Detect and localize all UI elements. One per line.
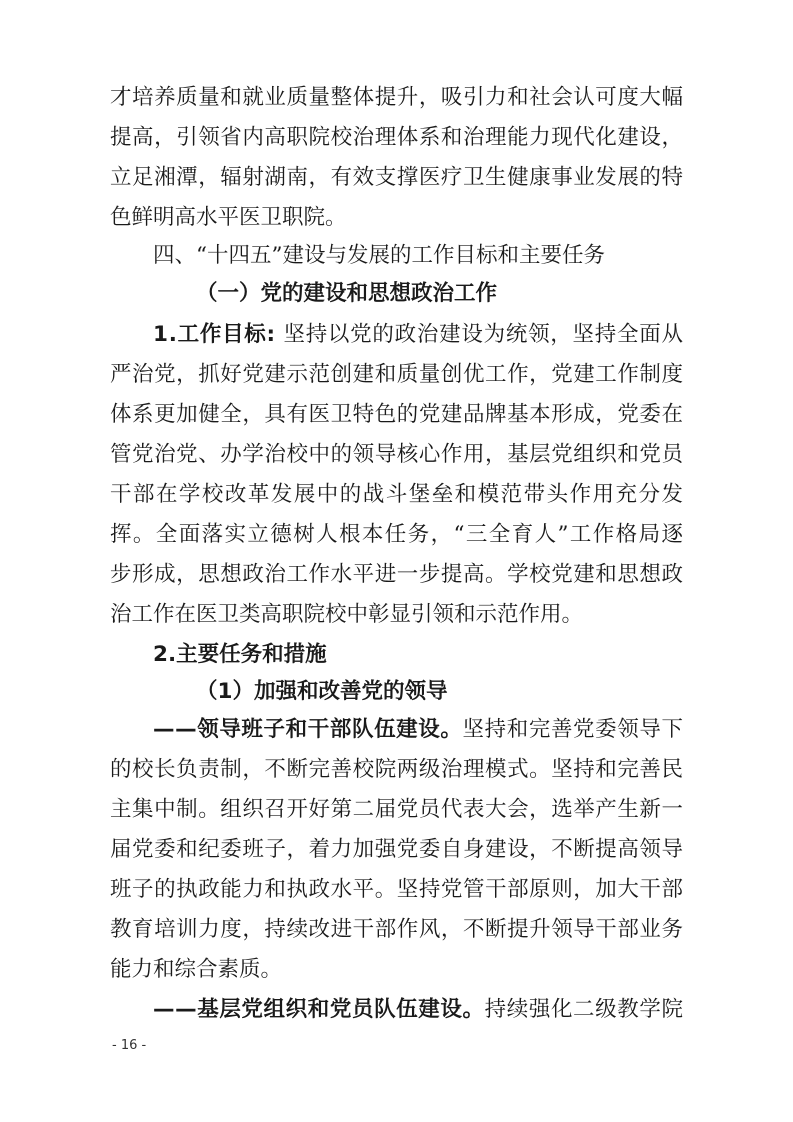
text-line-content [110, 475, 684, 515]
text-line [0, 236, 793, 276]
text-run: 班子的执政能力和执政水平。坚持党管干部原则，加大干部 [110, 877, 684, 902]
text-run: 干部在学校改革发展中的战斗堡垒和模范带头作用充分发 [110, 482, 685, 507]
text-run: 严治党，抓好党建示范创建和质量创优工作，党建工作制度 [110, 362, 684, 387]
bold-run: （1）加强和改善党的领导 [196, 679, 448, 704]
text-line-content [110, 555, 684, 595]
text-run: 才培养质量和就业质量整体提升，吸引力和社会认可度大幅 [110, 85, 684, 110]
text-line [0, 274, 793, 314]
text-line-content [153, 990, 684, 1030]
text-run: 体系更加健全，具有医卫特色的党建品牌基本形成，党委在 [110, 402, 684, 427]
text-line [0, 475, 793, 515]
text-line [0, 635, 793, 675]
text-line-content [196, 672, 447, 712]
text-line [0, 555, 793, 595]
text-line [0, 750, 793, 790]
text-line-content [110, 158, 684, 198]
text-line-content [153, 710, 684, 750]
text-run: 色鲜明高水平医卫职院。 [110, 205, 347, 230]
text-run: 届党委和纪委班子，着力加强党委自身建设，不断提高领导 [110, 837, 684, 862]
text-run: 教育培训力度，持续改进干部作风，不断提升领导干部业务 [110, 917, 684, 942]
text-line [0, 158, 793, 198]
text-line [0, 315, 793, 355]
text-line-content [110, 830, 684, 870]
text-line-content [110, 198, 347, 238]
text-line-content [110, 118, 684, 158]
text-line-content [110, 910, 684, 950]
text-line-content [110, 595, 583, 635]
text-line [0, 950, 793, 990]
text-line-content [110, 395, 684, 435]
text-line-content [196, 274, 497, 314]
text-line-content [110, 78, 684, 118]
text-line [0, 198, 793, 238]
text-line-content [110, 870, 684, 910]
bold-run: ——领导班子和干部队伍建设。 [153, 717, 463, 742]
text-run: 四、“十四五”建设与发展的工作目标和主要任务 [153, 243, 605, 268]
text-line [0, 515, 793, 555]
text-run: 能力和综合素质。 [110, 957, 283, 982]
text-line-content [153, 236, 605, 276]
text-line [0, 355, 793, 395]
text-line [0, 990, 793, 1030]
text-run: 坚持和完善党委领导下 [462, 717, 684, 742]
text-run: 挥。全面落实立德树人根本任务，“三全育人”工作格局逐 [110, 522, 685, 547]
bold-run: 1.工作目标: [153, 322, 276, 347]
text-line-content [110, 790, 684, 830]
text-run: 持续强化二级教学院 [484, 997, 684, 1022]
text-line [0, 910, 793, 950]
text-line-content [153, 635, 327, 675]
text-line-content [110, 355, 684, 395]
text-line [0, 710, 793, 750]
text-run: 的校长负责制，不断完善校院两级治理模式。坚持和完善民 [110, 757, 684, 782]
bold-run: ——基层党组织和党员队伍建设。 [153, 997, 485, 1022]
text-line [0, 395, 793, 435]
text-line-content [153, 315, 684, 355]
text-run: 治工作在医卫类高职院校中彰显引领和示范作用。 [110, 602, 584, 627]
text-line [0, 435, 793, 475]
text-line-content [110, 950, 282, 990]
text-line [0, 118, 793, 158]
text-line [0, 595, 793, 635]
text-line [0, 870, 793, 910]
text-run: 主集中制。组织召开好第二届党员代表大会，选举产生新一 [110, 797, 684, 822]
text-run: 提高，引领省内高职院校治理体系和治理能力现代化建设， [110, 125, 684, 150]
text-run: 坚持以党的政治建设为统领，坚持全面从 [275, 322, 684, 347]
text-line [0, 790, 793, 830]
text-run: 立足湘潭，辐射湖南，有效支撑医疗卫生健康事业发展的特 [110, 165, 684, 190]
text-run: 步形成，思想政治工作水平进一步提高。学校党建和思想政 [110, 562, 684, 587]
text-line-content [110, 515, 684, 555]
text-line [0, 78, 793, 118]
bold-run: （一）党的建设和思想政治工作 [196, 281, 498, 306]
bold-run: 2.主要任务和措施 [153, 642, 327, 667]
text-line [0, 830, 793, 870]
text-line-content [110, 750, 684, 790]
text-line [0, 672, 793, 712]
page-number: - 16 - [112, 1038, 147, 1053]
text-run: 管党治党、办学治校中的领导核心作用，基层党组织和党员 [110, 442, 684, 467]
text-line-content [110, 435, 684, 475]
